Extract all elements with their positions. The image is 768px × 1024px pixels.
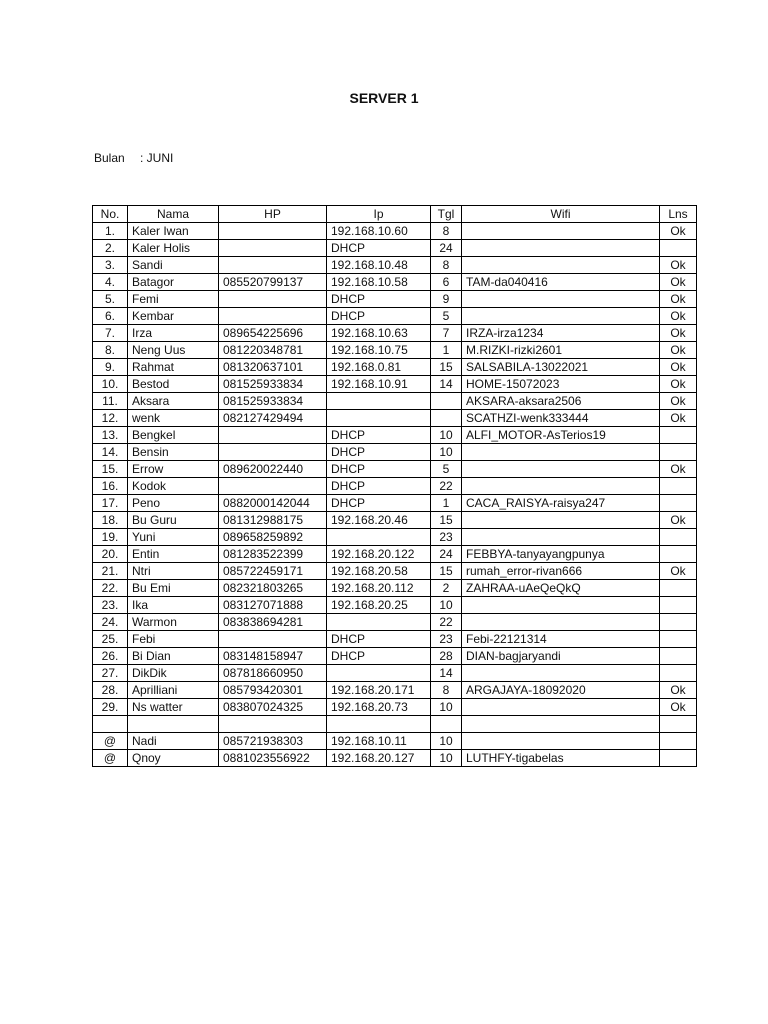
cell-hp — [219, 240, 327, 257]
table-row — [93, 682, 697, 699]
header-no: No. — [93, 206, 128, 223]
cell-no — [93, 716, 128, 733]
cell-no: 15. — [93, 461, 128, 478]
month-value: : JUNI — [140, 151, 174, 165]
cell-hp: 082127429494 — [219, 410, 327, 427]
cell-hp — [219, 257, 327, 274]
cell-tgl: 14 — [431, 665, 462, 682]
cell-hp: 085722459171 — [219, 563, 327, 580]
cell-wifi — [462, 478, 660, 495]
cell-lns — [660, 750, 697, 767]
cell-tgl: 5 — [431, 308, 462, 325]
cell-hp — [219, 716, 327, 733]
cell-ip — [327, 614, 431, 631]
table-row — [93, 325, 697, 342]
cell-no: 14. — [93, 444, 128, 461]
cell-lns — [660, 631, 697, 648]
cell-ip: 192.168.10.48 — [327, 257, 431, 274]
cell-hp: 081320637101 — [219, 359, 327, 376]
cell-ip: DHCP — [327, 308, 431, 325]
table-row — [93, 461, 697, 478]
cell-wifi: IRZA-irza1234 — [462, 325, 660, 342]
cell-wifi: rumah_error-rivan666 — [462, 563, 660, 580]
cell-nama: Ika — [128, 597, 219, 614]
server-table — [92, 205, 697, 767]
table-row — [93, 291, 697, 308]
cell-tgl: 10 — [431, 750, 462, 767]
cell-nama: wenk — [128, 410, 219, 427]
cell-wifi — [462, 597, 660, 614]
table-row — [93, 563, 697, 580]
cell-hp — [219, 291, 327, 308]
cell-nama: Yuni — [128, 529, 219, 546]
cell-tgl: 8 — [431, 682, 462, 699]
cell-lns — [660, 427, 697, 444]
cell-nama: Errow — [128, 461, 219, 478]
cell-lns — [660, 546, 697, 563]
cell-wifi: HOME-15072023 — [462, 376, 660, 393]
cell-wifi — [462, 699, 660, 716]
cell-tgl — [431, 716, 462, 733]
table-row — [93, 597, 697, 614]
cell-tgl: 10 — [431, 597, 462, 614]
cell-no: 12. — [93, 410, 128, 427]
cell-tgl: 22 — [431, 614, 462, 631]
cell-nama: Entin — [128, 546, 219, 563]
cell-lns: Ok — [660, 308, 697, 325]
cell-nama: Bengkel — [128, 427, 219, 444]
cell-ip: DHCP — [327, 291, 431, 308]
cell-tgl: 24 — [431, 240, 462, 257]
cell-wifi — [462, 308, 660, 325]
cell-nama: Warmon — [128, 614, 219, 631]
cell-hp: 083127071888 — [219, 597, 327, 614]
cell-no: 20. — [93, 546, 128, 563]
cell-no: 6. — [93, 308, 128, 325]
cell-lns: Ok — [660, 699, 697, 716]
cell-nama: Aprilliani — [128, 682, 219, 699]
cell-hp — [219, 308, 327, 325]
cell-ip: 192.168.10.58 — [327, 274, 431, 291]
header-nama: Nama — [128, 206, 219, 223]
cell-lns: Ok — [660, 512, 697, 529]
cell-tgl: 10 — [431, 444, 462, 461]
table-header-row — [93, 206, 697, 223]
cell-tgl: 5 — [431, 461, 462, 478]
cell-tgl: 10 — [431, 699, 462, 716]
cell-hp: 081283522399 — [219, 546, 327, 563]
cell-ip: DHCP — [327, 240, 431, 257]
table-row — [93, 359, 697, 376]
cell-hp: 0882000142044 — [219, 495, 327, 512]
cell-lns — [660, 597, 697, 614]
cell-no: 19. — [93, 529, 128, 546]
table-row — [93, 410, 697, 427]
cell-ip: DHCP — [327, 461, 431, 478]
cell-hp: 081312988175 — [219, 512, 327, 529]
cell-ip: DHCP — [327, 631, 431, 648]
cell-hp — [219, 478, 327, 495]
cell-no: 10. — [93, 376, 128, 393]
cell-ip: 192.168.20.171 — [327, 682, 431, 699]
cell-nama: Kembar — [128, 308, 219, 325]
cell-hp: 085793420301 — [219, 682, 327, 699]
cell-no: 4. — [93, 274, 128, 291]
cell-no: 9. — [93, 359, 128, 376]
cell-ip: 192.168.20.127 — [327, 750, 431, 767]
cell-nama: Nadi — [128, 733, 219, 750]
cell-ip: 192.168.20.58 — [327, 563, 431, 580]
cell-wifi — [462, 529, 660, 546]
cell-lns: Ok — [660, 274, 697, 291]
table-row — [93, 665, 697, 682]
cell-tgl: 7 — [431, 325, 462, 342]
table-row — [93, 308, 697, 325]
cell-no: 8. — [93, 342, 128, 359]
cell-wifi: CACA_RAISYA-raisya247 — [462, 495, 660, 512]
cell-ip: 192.168.10.60 — [327, 223, 431, 240]
table-row — [93, 699, 697, 716]
cell-wifi: LUTHFY-tigabelas — [462, 750, 660, 767]
cell-lns: Ok — [660, 410, 697, 427]
cell-tgl: 23 — [431, 529, 462, 546]
cell-hp: 083148158947 — [219, 648, 327, 665]
cell-hp: 083838694281 — [219, 614, 327, 631]
table-row — [93, 733, 697, 750]
cell-tgl: 23 — [431, 631, 462, 648]
cell-ip: DHCP — [327, 648, 431, 665]
cell-hp: 0881023556922 — [219, 750, 327, 767]
cell-tgl: 28 — [431, 648, 462, 665]
cell-wifi: M.RIZKI-rizki2601 — [462, 342, 660, 359]
cell-hp: 089658259892 — [219, 529, 327, 546]
cell-nama: Bensin — [128, 444, 219, 461]
table-body — [93, 223, 697, 767]
cell-nama: Femi — [128, 291, 219, 308]
cell-ip: DHCP — [327, 427, 431, 444]
cell-hp: 081525933834 — [219, 376, 327, 393]
cell-lns — [660, 478, 697, 495]
cell-tgl: 1 — [431, 495, 462, 512]
cell-wifi: ALFI_MOTOR-AsTerios19 — [462, 427, 660, 444]
table-row — [93, 750, 697, 767]
cell-lns: Ok — [660, 393, 697, 410]
cell-ip: DHCP — [327, 444, 431, 461]
cell-no: 13. — [93, 427, 128, 444]
table-row — [93, 444, 697, 461]
cell-wifi: TAM-da040416 — [462, 274, 660, 291]
cell-hp: 085520799137 — [219, 274, 327, 291]
cell-wifi: AKSARA-aksara2506 — [462, 393, 660, 410]
cell-no: 26. — [93, 648, 128, 665]
cell-hp — [219, 427, 327, 444]
cell-ip — [327, 665, 431, 682]
cell-wifi: ARGAJAYA-18092020 — [462, 682, 660, 699]
cell-ip: 192.168.10.75 — [327, 342, 431, 359]
cell-lns — [660, 495, 697, 512]
cell-lns — [660, 240, 697, 257]
cell-no: 24. — [93, 614, 128, 631]
cell-wifi: FEBBYA-tanyayangpunya — [462, 546, 660, 563]
cell-lns: Ok — [660, 325, 697, 342]
cell-no: @ — [93, 733, 128, 750]
cell-wifi: Febi-22121314 — [462, 631, 660, 648]
cell-wifi — [462, 461, 660, 478]
cell-no: 29. — [93, 699, 128, 716]
cell-ip: 192.168.20.46 — [327, 512, 431, 529]
header-tgl: Tgl — [431, 206, 462, 223]
cell-nama — [128, 716, 219, 733]
cell-ip: 192.168.20.73 — [327, 699, 431, 716]
cell-nama: Kodok — [128, 478, 219, 495]
cell-lns: Ok — [660, 563, 697, 580]
cell-lns — [660, 665, 697, 682]
cell-tgl: 10 — [431, 427, 462, 444]
cell-ip: 192.168.0.81 — [327, 359, 431, 376]
cell-lns: Ok — [660, 342, 697, 359]
cell-tgl — [431, 410, 462, 427]
cell-no: 7. — [93, 325, 128, 342]
header-hp: HP — [219, 206, 327, 223]
cell-lns: Ok — [660, 359, 697, 376]
table-row — [93, 495, 697, 512]
cell-no: 3. — [93, 257, 128, 274]
cell-no: 25. — [93, 631, 128, 648]
cell-ip: 192.168.10.11 — [327, 733, 431, 750]
cell-nama: Bu Guru — [128, 512, 219, 529]
cell-no: 27. — [93, 665, 128, 682]
table-row — [93, 512, 697, 529]
header-ip: Ip — [327, 206, 431, 223]
cell-nama: Aksara — [128, 393, 219, 410]
cell-ip: DHCP — [327, 478, 431, 495]
cell-no: 28. — [93, 682, 128, 699]
cell-wifi: DIAN-bagjaryandi — [462, 648, 660, 665]
table-row — [93, 427, 697, 444]
cell-no: 21. — [93, 563, 128, 580]
table-row — [93, 580, 697, 597]
cell-tgl: 14 — [431, 376, 462, 393]
table-row — [93, 257, 697, 274]
cell-nama: Irza — [128, 325, 219, 342]
cell-nama: Kaler Iwan — [128, 223, 219, 240]
table-row — [93, 631, 697, 648]
table-row — [93, 223, 697, 240]
cell-nama: Peno — [128, 495, 219, 512]
cell-wifi — [462, 614, 660, 631]
cell-nama: Rahmat — [128, 359, 219, 376]
cell-wifi: ZAHRAA-uAeQeQkQ — [462, 580, 660, 597]
cell-lns — [660, 716, 697, 733]
cell-ip — [327, 410, 431, 427]
cell-nama: Qnoy — [128, 750, 219, 767]
cell-nama: DikDik — [128, 665, 219, 682]
cell-ip — [327, 716, 431, 733]
cell-lns — [660, 733, 697, 750]
cell-wifi — [462, 444, 660, 461]
cell-no: 17. — [93, 495, 128, 512]
cell-nama: Ntri — [128, 563, 219, 580]
cell-no: 1. — [93, 223, 128, 240]
cell-wifi: SALSABILA-13022021 — [462, 359, 660, 376]
table-row — [93, 240, 697, 257]
cell-lns: Ok — [660, 223, 697, 240]
cell-nama: Batagor — [128, 274, 219, 291]
cell-tgl: 15 — [431, 359, 462, 376]
cell-nama: Sandi — [128, 257, 219, 274]
cell-lns — [660, 529, 697, 546]
cell-hp — [219, 444, 327, 461]
cell-wifi — [462, 257, 660, 274]
cell-lns: Ok — [660, 291, 697, 308]
cell-nama: Bu Emi — [128, 580, 219, 597]
cell-ip — [327, 393, 431, 410]
cell-hp — [219, 223, 327, 240]
cell-lns: Ok — [660, 257, 697, 274]
cell-nama: Bestod — [128, 376, 219, 393]
cell-tgl — [431, 393, 462, 410]
cell-nama: Ns watter — [128, 699, 219, 716]
cell-no: 18. — [93, 512, 128, 529]
table-row — [93, 393, 697, 410]
cell-hp: 083807024325 — [219, 699, 327, 716]
header-lns: Lns — [660, 206, 697, 223]
cell-wifi — [462, 223, 660, 240]
cell-ip: 192.168.20.122 — [327, 546, 431, 563]
cell-tgl: 2 — [431, 580, 462, 597]
cell-wifi — [462, 716, 660, 733]
cell-lns: Ok — [660, 682, 697, 699]
table-row — [93, 342, 697, 359]
cell-wifi — [462, 240, 660, 257]
cell-wifi — [462, 512, 660, 529]
cell-tgl: 10 — [431, 733, 462, 750]
cell-lns — [660, 614, 697, 631]
cell-ip: 192.168.20.25 — [327, 597, 431, 614]
cell-nama: Bi Dian — [128, 648, 219, 665]
cell-ip: 192.168.10.91 — [327, 376, 431, 393]
cell-wifi: SCATHZI-wenk333444 — [462, 410, 660, 427]
cell-no: 11. — [93, 393, 128, 410]
cell-wifi — [462, 733, 660, 750]
cell-tgl: 24 — [431, 546, 462, 563]
page-title: SERVER 1 — [349, 90, 419, 106]
header-wifi: Wifi — [462, 206, 660, 223]
cell-no: 23. — [93, 597, 128, 614]
cell-nama: Kaler Holis — [128, 240, 219, 257]
cell-hp — [219, 631, 327, 648]
cell-tgl: 15 — [431, 563, 462, 580]
cell-tgl: 1 — [431, 342, 462, 359]
cell-no: 16. — [93, 478, 128, 495]
table-row — [93, 376, 697, 393]
cell-nama: Febi — [128, 631, 219, 648]
cell-lns: Ok — [660, 376, 697, 393]
cell-hp: 089620022440 — [219, 461, 327, 478]
cell-hp: 082321803265 — [219, 580, 327, 597]
cell-hp: 085721938303 — [219, 733, 327, 750]
table-row — [93, 614, 697, 631]
cell-tgl: 22 — [431, 478, 462, 495]
cell-hp: 087818660950 — [219, 665, 327, 682]
cell-tgl: 8 — [431, 257, 462, 274]
cell-lns — [660, 648, 697, 665]
cell-no: 2. — [93, 240, 128, 257]
cell-wifi — [462, 665, 660, 682]
cell-ip — [327, 529, 431, 546]
table-row — [93, 716, 697, 733]
cell-tgl: 8 — [431, 223, 462, 240]
cell-tgl: 15 — [431, 512, 462, 529]
table-row — [93, 546, 697, 563]
cell-tgl: 6 — [431, 274, 462, 291]
cell-hp: 089654225696 — [219, 325, 327, 342]
cell-lns — [660, 580, 697, 597]
cell-nama: Neng Uus — [128, 342, 219, 359]
table-row — [93, 274, 697, 291]
month-line — [94, 151, 173, 165]
cell-ip: DHCP — [327, 495, 431, 512]
cell-wifi — [462, 291, 660, 308]
cell-lns: Ok — [660, 461, 697, 478]
cell-no: @ — [93, 750, 128, 767]
cell-no: 5. — [93, 291, 128, 308]
cell-ip: 192.168.10.63 — [327, 325, 431, 342]
table-row — [93, 648, 697, 665]
cell-tgl: 9 — [431, 291, 462, 308]
cell-lns — [660, 444, 697, 461]
cell-ip: 192.168.20.112 — [327, 580, 431, 597]
month-label: Bulan — [94, 151, 125, 165]
table-row — [93, 529, 697, 546]
cell-hp: 081220348781 — [219, 342, 327, 359]
cell-no: 22. — [93, 580, 128, 597]
cell-hp: 081525933834 — [219, 393, 327, 410]
table-row — [93, 478, 697, 495]
